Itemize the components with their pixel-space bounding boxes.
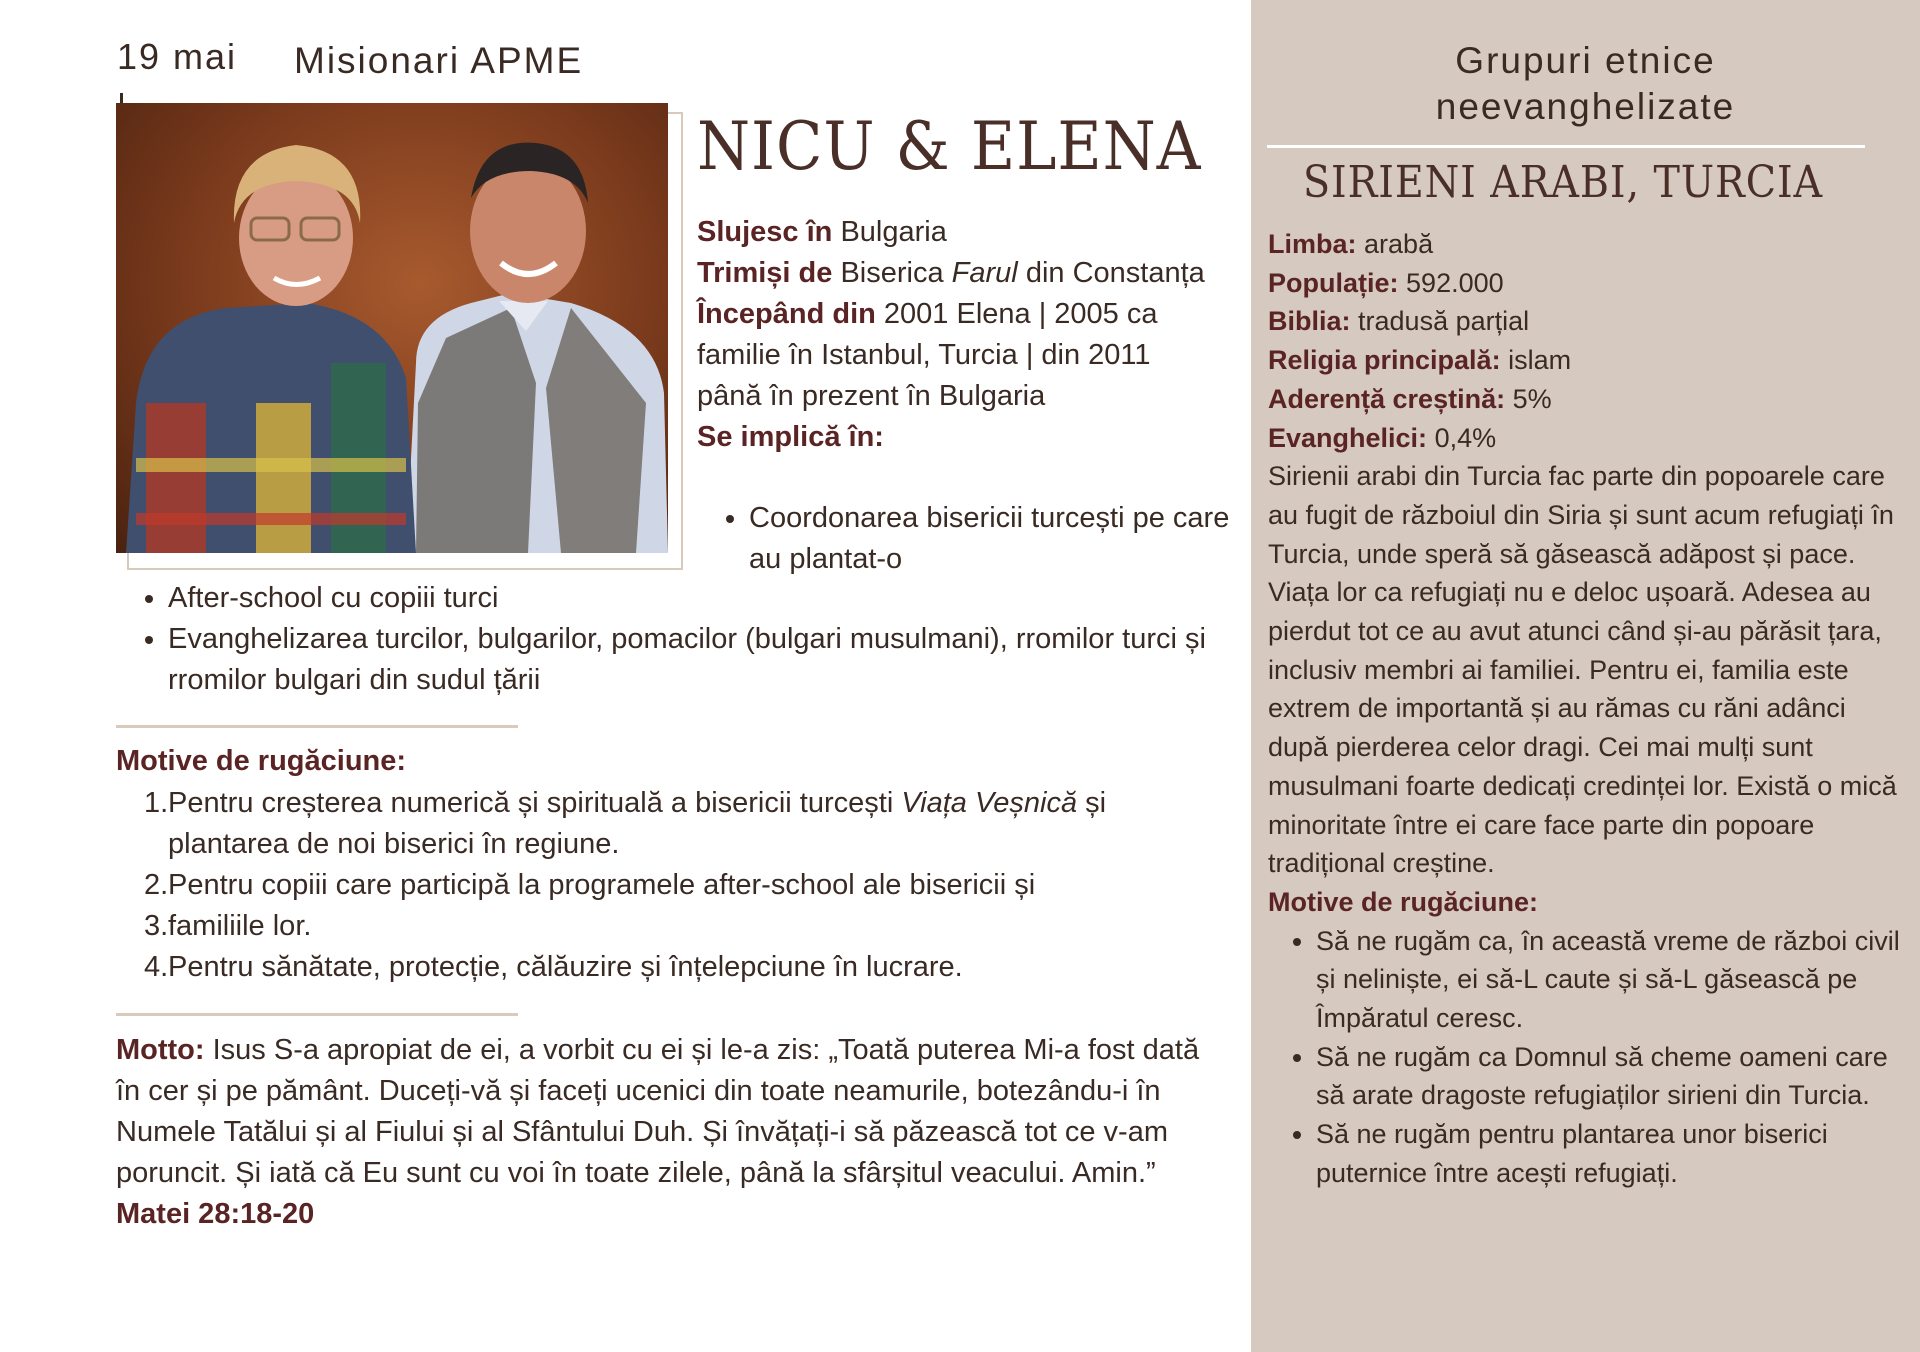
divider: [116, 1013, 518, 1016]
org-title: Misionari APME: [294, 40, 584, 81]
involved-list-bottom: [116, 578, 1278, 701]
fact-value: 592.000: [1406, 267, 1504, 298]
since-label: Începând din: [697, 298, 876, 330]
sidebar-paragraph: Sirienii arabi din Turcia fac parte din popoarele care au fugit de războiul din Siria și sunt acum refugiați în Turcia, unde speră să găsească adăpost și pace.: [1268, 461, 1894, 569]
list-item: • Să ne rugăm ca Domnul să cheme oameni care să arate dragoste refugiaților sirieni din Turcia.: [1316, 1038, 1908, 1115]
list-item: [116, 865, 1226, 906]
fact-label: Aderență creștină:: [1268, 383, 1506, 414]
missionary-info: [697, 212, 1217, 458]
fact-value: 5%: [1512, 383, 1552, 414]
fact-line: [1268, 225, 1908, 264]
sidebar-paragraph: Viața lor ca refugiați nu e deloc ușoară. Adesea au pierdut tot ce au avut atunci când și-au părăsit țara, inclusiv membri ai familiei. Pentru ei, familia este extrem de importantă și au rămas cu răni adânci după pierderea celor dragi. Cei mai mulți sunt musulmani foarte dedicați credinței lor. Există o mică minoritate între ei care face parte din popoare tradițional creștine.: [1268, 577, 1897, 879]
fact-value: 0,4%: [1434, 422, 1497, 453]
item-number: 3.: [144, 910, 169, 942]
list-item: • Evanghelizarea turcilor, bulgarilor, pomacilor (bulgari musulmani), rromilor turci și rromilor bulgari din sudul țării: [168, 619, 1278, 701]
item-text: familiile lor.: [168, 910, 312, 942]
since-line: [697, 294, 1217, 417]
motto-label: Motto:: [116, 1034, 205, 1066]
sidebar-heading: [1251, 38, 1920, 130]
list-item: • Să ne rugăm ca, în această vreme de război civil și neliniște, ei să-L caute și să-L găsească pe Împăratul ceresc.: [1316, 922, 1908, 1038]
fact-label: Limba:: [1268, 229, 1357, 259]
prayer-list: [116, 783, 1226, 988]
divider: [116, 725, 518, 728]
prayer-heading: Motive de rugăciune:: [116, 745, 407, 777]
motto-reference: Matei 28:18-20: [116, 1198, 315, 1230]
item1-italic: Viața Veșnică: [901, 787, 1078, 819]
fact-label: Evanghelici:: [1268, 422, 1428, 453]
serve-label: Slujesc în: [697, 216, 833, 248]
couple-photo-illustration: [116, 103, 668, 553]
list-item: [116, 947, 1226, 988]
sidebar-heading-line: Grupuri etnice: [1455, 40, 1716, 81]
sidebar-prayer-heading: Motive de rugăciune:: [1268, 886, 1539, 917]
sent-church: Farul: [951, 257, 1018, 289]
list-item: [116, 906, 1226, 947]
sidebar-title: SIRIENI ARABI, TURCIA: [1303, 157, 1824, 208]
fact-label: Biblia:: [1268, 306, 1351, 337]
serve-line: [697, 212, 1217, 253]
sidebar-body: [1268, 225, 1908, 1193]
list-item: • After-school cu copiii turci: [168, 578, 1278, 619]
sent-line: [697, 253, 1217, 294]
item1-pre: Pentru creșterea numerică și spirituală a bisericii turcești: [168, 787, 894, 819]
fact-value: tradusă parțial: [1358, 306, 1530, 337]
fact-value: islam: [1508, 345, 1572, 376]
list-item: • Să ne rugăm pentru plantarea unor biserici puternice între acești refugiați.: [1316, 1115, 1908, 1192]
since-value: 2001 Elena | 2005 ca familie în Istanbul, Turcia | din 2011 până în prezent în Bulgaria: [697, 298, 1158, 412]
fact-line: [1268, 302, 1908, 341]
fact-line: [1268, 419, 1908, 458]
item-number: 2.: [144, 869, 169, 901]
item-number: 1.: [144, 787, 169, 819]
couple-photo: [116, 103, 668, 553]
item-text: Pentru copiii care participă la programele after-school ale bisericii și: [168, 869, 1036, 901]
fact-label: Religia principală:: [1268, 345, 1501, 376]
item-number: 4.: [144, 951, 169, 983]
sidebar-divider: [1267, 145, 1865, 148]
sidebar-prayer-list: [1268, 922, 1908, 1193]
fact-value: arabă: [1364, 229, 1434, 259]
sent-label: Trimiși de: [697, 257, 833, 289]
motto-block: [116, 1030, 1226, 1235]
sidebar: [1251, 0, 1920, 1352]
involved-list-top: [697, 498, 1269, 580]
serve-value: Bulgaria: [840, 216, 947, 248]
sent-post: din Constanța: [1025, 257, 1205, 289]
fact-label: Populație:: [1268, 267, 1399, 298]
fact-line: [1268, 341, 1908, 380]
sidebar-heading-line: neevanghelizate: [1435, 86, 1736, 127]
motto-text: Isus S-a apropiat de ei, a vorbit cu ei și le-a zis: „Toată puterea Mi-a fost dată în cer și pe pământ. Duceți-vă și faceți ucenici din toate neamurile, botezându-i în Numele Tatălui și al Fiului și al Sfântului Duh. Și învățați-i să păzească tot ce v-am poruncit. Și iată că Eu sunt cu voi în toate zilele, până la sfârșitul veacului. Amin.”: [116, 1034, 1200, 1189]
involved-label: Se implică în:: [697, 421, 884, 453]
date-label: 19 mai: [117, 36, 238, 77]
missionary-name: NICU & ELENA: [697, 108, 1202, 185]
item1-post: și plantarea de noi biserici în regiune.: [168, 787, 1107, 860]
list-item: [116, 783, 1226, 865]
sent-pre: Biserica: [840, 257, 944, 289]
fact-line: [1268, 380, 1908, 419]
item-text: Pentru sănătate, protecție, călăuzire și înțelepciune în lucrare.: [168, 951, 963, 983]
list-item: • Coordonarea bisericii turcești pe care au plantat-o: [749, 498, 1269, 580]
fact-line: [1268, 264, 1908, 303]
